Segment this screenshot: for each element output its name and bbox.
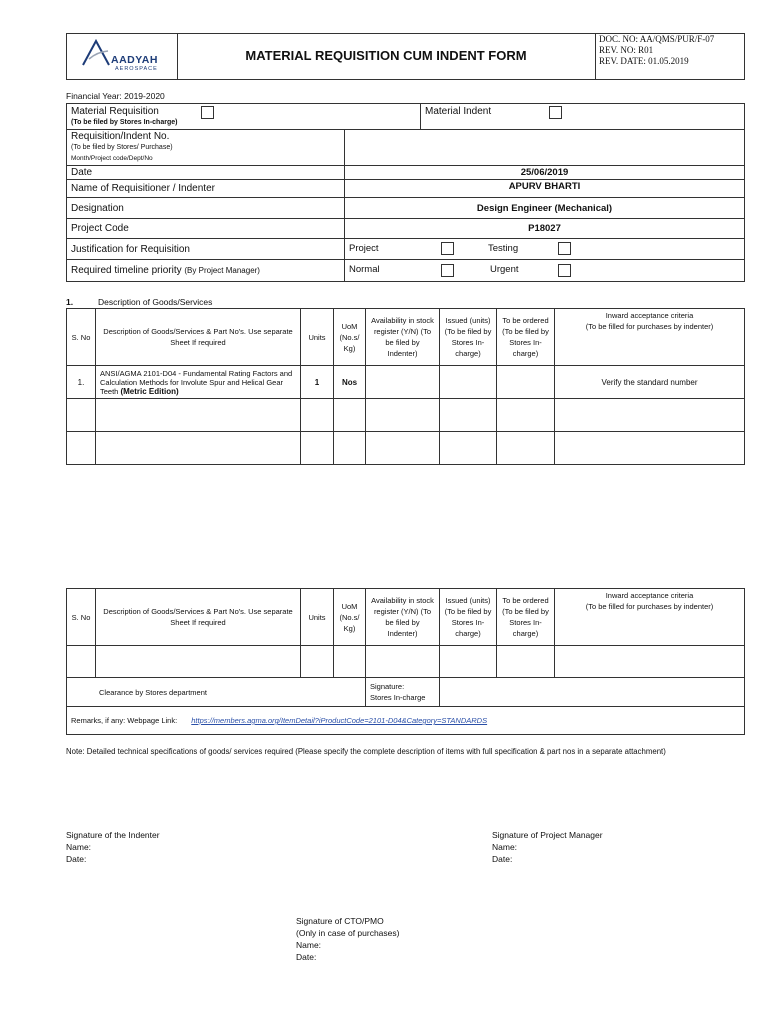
col-availability: Availability in stock register (Y/N) (To be filed by Indenter) — [366, 309, 440, 366]
indenter-date-label: Date: — [66, 854, 87, 864]
req-no-label: Requisition/Indent No. — [71, 131, 170, 142]
urgent-checkbox[interactable] — [558, 264, 571, 277]
name-value[interactable]: APURV BHARTI — [345, 180, 745, 198]
requisition-form-table — [66, 103, 745, 282]
material-requisition-checkbox[interactable] — [201, 106, 214, 119]
col-sno: S. No — [67, 589, 96, 646]
col-availability: Availability in stock register (Y/N) (To be filed by Indenter) — [366, 589, 440, 646]
row-units[interactable]: 1 — [301, 366, 334, 399]
col-desc: Description of Goods/Services & Part No's. Use separate Sheet If required — [96, 589, 301, 646]
page-title: MATERIAL REQUISITION CUM INDENT FORM — [245, 48, 527, 63]
header-box — [66, 33, 745, 80]
normal-checkbox[interactable] — [441, 264, 454, 277]
col-units: Units — [301, 589, 334, 646]
clearance-row — [67, 678, 745, 707]
goods-table — [66, 308, 745, 465]
pm-name-label: Name: — [492, 842, 518, 852]
col-acceptance: Inward acceptance criteria (To be filled for purchases by indenter) — [555, 309, 745, 366]
indenter-name-label: Name: — [66, 842, 92, 852]
testing-checkbox[interactable] — [558, 242, 571, 255]
option-normal-label: Normal — [349, 264, 380, 275]
section-title: Description of Goods/Services — [98, 297, 213, 307]
logo — [67, 34, 178, 79]
col-acceptance: Inward acceptance criteria (To be filled for purchases by indenter) — [555, 589, 745, 646]
name-label: Name of Requisitioner / Indenter — [67, 180, 345, 198]
material-requisition-note: (To be filed by Stores In-charge) — [71, 119, 178, 126]
project-checkbox[interactable] — [441, 242, 454, 255]
webpage-link[interactable]: https://members.agma.org/ItemDetail?iProductCode=2101-D04&Category=STANDARDS — [191, 716, 488, 725]
row-issued[interactable] — [440, 366, 497, 399]
cto-name-label: Name: — [296, 940, 322, 950]
timeline-note: (By Project Manager) — [184, 266, 260, 275]
goods-table-continued — [66, 588, 745, 735]
cto-signature-block — [296, 915, 399, 963]
remarks-label: Remarks, if any: Webpage Link: — [71, 716, 178, 725]
row-sno[interactable]: 1. — [67, 366, 96, 399]
note-text: Note: Detailed technical specifications of goods/ services required (Please specify the complete description of items with full specification & part nos in a separate attachment) — [66, 747, 666, 756]
col-sno: S. No — [67, 309, 96, 366]
designation-label: Designation — [67, 198, 345, 219]
col-to-be-ordered: To be ordered (To be filed by Stores In-charge) — [497, 589, 555, 646]
cto-signature-label: Signature of CTO/PMO — [296, 916, 384, 926]
row-uom[interactable]: Nos — [334, 366, 366, 399]
date-value[interactable]: 25/06/2019 — [345, 166, 745, 180]
col-units: Units — [301, 309, 334, 366]
table-row — [67, 646, 745, 678]
option-project-label: Project — [349, 243, 379, 254]
pm-signature-block — [492, 829, 603, 865]
section-number: 1. — [66, 297, 74, 307]
rev-no: REV. NO: R01 — [599, 45, 654, 55]
indenter-signature-label: Signature of the Indenter — [66, 830, 160, 840]
remarks-row — [67, 707, 745, 735]
cto-date-label: Date: — [296, 952, 317, 962]
project-code-value[interactable]: P18027 — [345, 219, 745, 239]
req-no-note: (To be filed by Stores/ Purchase) — [71, 144, 173, 151]
clearance-label: Clearance by Stores department — [67, 678, 366, 707]
timeline-label: Required timeline priority — [71, 265, 182, 276]
rev-date: REV. DATE: 01.05.2019 — [599, 56, 689, 66]
designation-value[interactable]: Design Engineer (Mechanical) — [345, 198, 745, 219]
clearance-signature-field[interactable] — [440, 678, 745, 707]
doc-info — [595, 34, 748, 79]
date-label: Date — [67, 166, 345, 180]
financial-year: Financial Year: 2019-2020 — [66, 91, 165, 101]
aadyah-logo-icon — [81, 39, 111, 67]
req-no-value[interactable] — [345, 130, 745, 166]
doc-no: DOC. NO: AA/QMS/PUR/F-07 — [599, 34, 715, 44]
logo-name: AADYAH — [111, 54, 158, 66]
pm-date-label: Date: — [492, 854, 513, 864]
option-urgent-label: Urgent — [490, 264, 519, 275]
row-acceptance[interactable]: Verify the standard number — [555, 366, 745, 399]
option-testing-label: Testing — [488, 243, 519, 254]
logo-sub: AEROSPACE — [115, 66, 158, 72]
material-indent-label: Material Indent — [425, 106, 492, 117]
col-issued: Issued (units) (To be filed by Stores In-charge) — [440, 309, 497, 366]
col-uom: UoM (No.s/ Kg) — [334, 309, 366, 366]
col-uom: UoM (No.s/ Kg) — [334, 589, 366, 646]
project-code-label: Project Code — [67, 219, 345, 239]
table-row — [67, 399, 745, 432]
material-indent-checkbox[interactable] — [549, 106, 562, 119]
pm-signature-label: Signature of Project Manager — [492, 830, 603, 840]
stores-signature[interactable]: Signature: Stores In-charge — [366, 678, 440, 707]
col-desc: Description of Goods/Services & Part No's. Use separate Sheet If required — [96, 309, 301, 366]
table-row — [67, 366, 745, 399]
row-desc[interactable]: ANSI/AGMA 2101-D04 - Fundamental Rating Factors and Calculation Methods for Involute Spur and Helical Gear Teeth (Metric Edition) — [96, 366, 301, 399]
col-issued: Issued (units) (To be filed by Stores In-charge) — [440, 589, 497, 646]
row-to-be-ordered[interactable] — [497, 366, 555, 399]
col-to-be-ordered: To be ordered (To be filed by Stores In-charge) — [497, 309, 555, 366]
req-no-format: Month/Project code/Dept/No — [71, 155, 153, 162]
table-row — [67, 432, 745, 465]
indenter-signature-block — [66, 829, 160, 865]
cto-note: (Only in case of purchases) — [296, 928, 400, 938]
row-availability[interactable] — [366, 366, 440, 399]
justification-label: Justification for Requisition — [67, 239, 345, 260]
divider-line — [420, 104, 421, 129]
material-requisition-label: Material Requisition — [71, 106, 159, 117]
